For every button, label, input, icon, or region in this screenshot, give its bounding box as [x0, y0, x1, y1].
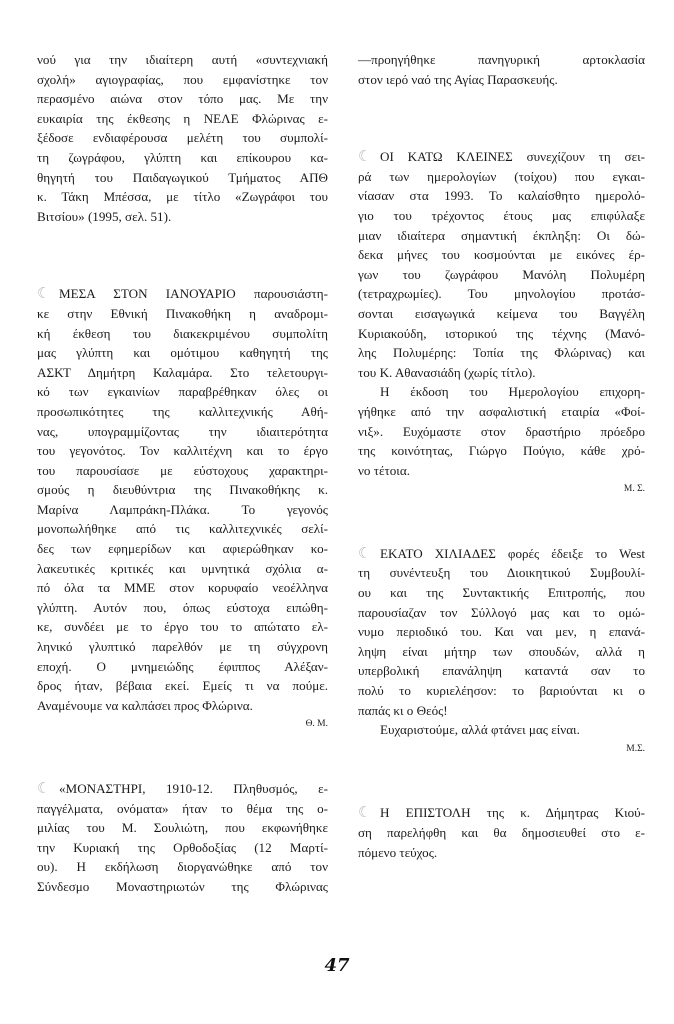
text-line: πό όλα τα ΜΜΕ στον κορυφαίο νεοέλληνα [37, 580, 328, 596]
signature: Μ.Σ. [626, 743, 645, 754]
text-line: νυμο περιοδικό του. Και ναι μεν, η επανά- [358, 624, 645, 640]
text-line: (τετραχρωμίες). Του μηνολογίου προτάσ- [358, 286, 645, 302]
text-line-content: ΜΕΣΑ ΣΤΟΝ ΙΑΝΟΥΑΡΙΟ παρουσιάστη- [59, 286, 328, 302]
moon-ornament-icon: ☾ [37, 781, 51, 797]
text-line: παρουσίαζαν τον Σύλλογό μας και το ομώ- [358, 604, 645, 620]
text-line: γιο του τρέχοντος έτους μας επιφύλαξε [358, 207, 645, 223]
text-line [37, 779, 328, 799]
text-line: νού για την ιδιαίτερη αυτή «συντεχνιακή [37, 52, 328, 67]
paragraph-left-2 [37, 284, 328, 735]
text-line: προσωπικότητες της καλλιτεχνικής Αθή- [37, 403, 328, 419]
text-line: θηγητή του Παιδαγωγικού Τμήματος ΑΠΘ [37, 169, 328, 185]
text-line: μας γλύπτη και ομότιμου καθηγητή της [37, 345, 328, 361]
text-line: Βιτσίου» (1995, σελ. 51). [37, 208, 172, 224]
text-line: ΑΣΚΤ Δημήτρη Καλαμάρα. Στο τελετουργι- [37, 364, 328, 380]
text-line: τη συνέντευξη του Διοικητικού Συμβουλί- [358, 565, 645, 581]
text-line: σμούς η διευθύντρια της Πινακοθήκης κ. [37, 482, 328, 498]
text-line: τη ζωγράφου, γλύπτη και επίκουρου κα- [37, 149, 328, 165]
text-line: πόμενο τεύχος. [358, 844, 438, 860]
text-line: γλύπτη. Αυτόν που, όπως εύστοχα ειπώθη- [37, 599, 328, 615]
text-line: δρος ήταν, βέβαια εκεί. Εμείς τι να πούμε. [37, 678, 328, 694]
text-line: ου). Η εκδήλωση διοργανώθηκε από τον [37, 859, 328, 875]
text-line: ξέδοσε ενδιαφέρουσα μελέτη του συμπολί- [37, 130, 328, 146]
text-line: σονται εισαγωγικά κείμενα του Βαγγέλη [358, 305, 645, 321]
moon-ornament-icon: ☾ [358, 805, 372, 822]
moon-ornament-icon: ☾ [358, 149, 372, 166]
text-line: —προηγήθηκε πανηγυρική αρτοκλασία [358, 52, 645, 67]
text-line: στον ιερό ναό της Αγίας Παρασκευής. [358, 71, 558, 87]
text-line: Η έκδοση του Ημερολογίου επιχορη- [380, 384, 645, 400]
paragraph-left-1 [37, 50, 328, 226]
text-line: κε στην Εθνική Πινακοθήκη η αναδρομι- [37, 305, 328, 321]
text-line: Κυριακούδη, ιστορικού της τέχνης (Μανό- [358, 325, 645, 341]
text-line [358, 803, 645, 823]
text-line: ευκαιρία της έκθεσης η ΝΕΛΕ Φλώρινας ε- [37, 110, 328, 126]
text-line: Αναμένουμε να καλπάσει προς Φλώρινα. [37, 697, 253, 713]
text-line: της κοινότητας, Γιώργο Πούγιο, κάθε χρό- [358, 443, 645, 459]
text-line: λακευτικές κριτικές και υμνητικά σχόλια α- [37, 560, 328, 576]
text-line: παπάς κι ο Θεός! [358, 702, 448, 718]
moon-ornament-icon: ☾ [37, 286, 51, 303]
text-line: ληνικό γλυπτικό παρελθόν με τη σύγχρονη [37, 639, 328, 655]
text-line: πολύ το κυριελέησον: το βαριούνται κι ο [358, 683, 645, 699]
text-line: νιξ». Ευχόμαστε στον δραστήριο πρόεδρο [358, 423, 645, 439]
text-line [37, 284, 328, 304]
text-line: νας, υπογραμμίζοντας την ιδιαιτερότητα [37, 423, 328, 439]
text-line: Σύνδεσμο Μοναστηριωτών της Φλώρινας [37, 878, 328, 894]
text-line: κό των εγκαινίων παραβρέθηκαν όλες οι [37, 384, 328, 400]
text-line: κή έκθεση του διακεκριμένου συμπολίτη [37, 325, 328, 341]
text-line: νο τέτοια. [358, 462, 410, 478]
text-line: του παρουσίασε με εύστοχους χαρακτηρι- [37, 462, 328, 478]
text-line: μονοπωλήθηκε από τις καλλιτεχνικές σελί- [37, 521, 328, 537]
signature: Θ. Μ. [305, 719, 328, 730]
signature: Μ. Σ. [623, 484, 645, 495]
text-line: δες των εφημερίδων και αφιερώθηκαν κο- [37, 541, 328, 557]
text-line: μιαν ιδιαίτερα σημαντική έκπληξη: Οι δώ- [358, 227, 645, 243]
text-line-content: ΟΙ ΚΑΤΩ ΚΛΕΙΝΕΣ συνεχίζουν τη σει- [380, 149, 645, 165]
text-line: ση παρελήφθη και θα δημοσιευθεί στο ε- [358, 825, 645, 840]
text-line: υπερβολική επανάληψη καταντά σαν το [358, 663, 645, 679]
paragraph-right-1 [358, 50, 645, 89]
text-line-content: «ΜΟΝΑΣΤΗΡΙ, 1910-12. Πληθυσμός, ε- [59, 781, 328, 796]
text-line-content: ΕΚΑΤΟ ΧΙΛΙΑΔΕΣ φορές έδειξε το West [380, 545, 645, 561]
text-line-content: Η ΕΠΙΣΤΟΛΗ της κ. Δήμητρας Κιού- [380, 805, 645, 821]
text-line: εποχή. Ο μνημειώδης έφιππος Αλέξαν- [37, 658, 328, 674]
left-column [37, 50, 328, 897]
text-line: ου και της Συντακτικής Επιτροπής, που [358, 585, 645, 601]
text-line: δεκα μήνες του κοσμούνται με εικόνες έρ- [358, 247, 645, 263]
paragraph-left-3 [37, 779, 328, 897]
text-line [358, 147, 645, 167]
paragraph-right-2 [358, 147, 645, 500]
text-line: του Κ. Αθανασιάδη (χωρίς τίτλο). [358, 364, 536, 380]
text-line: Ευχαριστούμε, αλλά φτάνει μας είναι. [380, 722, 580, 738]
text-line: σχολή» αγιογραφίας, που εμφανίστηκε τον [37, 71, 328, 87]
text-line: Μαρίνα Λαμπράκη-Πλάκα. Το γεγονός [37, 501, 328, 517]
paragraph-right-4 [358, 803, 645, 862]
text-line: λης Πολυμέρης: Τοπία της Φλώρινας) και [358, 345, 645, 361]
text-line: ρά των ημερολογίων (τοίχου) που εγκαι- [358, 168, 645, 184]
text-line: γων του ζωγράφου Μανόλη Πολυμέρη [358, 266, 645, 282]
right-column [358, 50, 645, 862]
moon-ornament-icon: ☾ [358, 545, 372, 562]
text-line: νίασαν στα 1993. Το καλαίσθητο ημερολό- [358, 188, 645, 204]
text-line: περασμένο αιώνα στον τόπο μας. Με την [37, 91, 328, 107]
text-line: την Κυριακή της Ορθοδοξίας (12 Μαρτί- [37, 839, 328, 855]
text-line: μιλίας του Μ. Σουλιώτη, που εκφωνήθηκε [37, 820, 328, 836]
text-line: ληψη είναι μήτηρ των σπουδών, αλλά η [358, 643, 645, 659]
text-line: παγγέλματα, ονόματα» ήταν το θέμα της ο- [37, 800, 328, 816]
text-line: κ. Τάκη Μπέσσα, με τίτλο «Ζωγράφοι του [37, 189, 328, 205]
text-line: κε, συνδέει με το έργο του το απώτατο ελ- [37, 619, 328, 635]
text-line: του γεγονότος. Τον καλλιτέχνη και το έργο [37, 443, 328, 459]
text-line: γήθηκε από την ασφαλιστική εταιρία «Φοί- [358, 403, 645, 419]
paragraph-right-3 [358, 544, 645, 760]
text-line [358, 544, 645, 564]
page-number: 47 [324, 955, 350, 976]
